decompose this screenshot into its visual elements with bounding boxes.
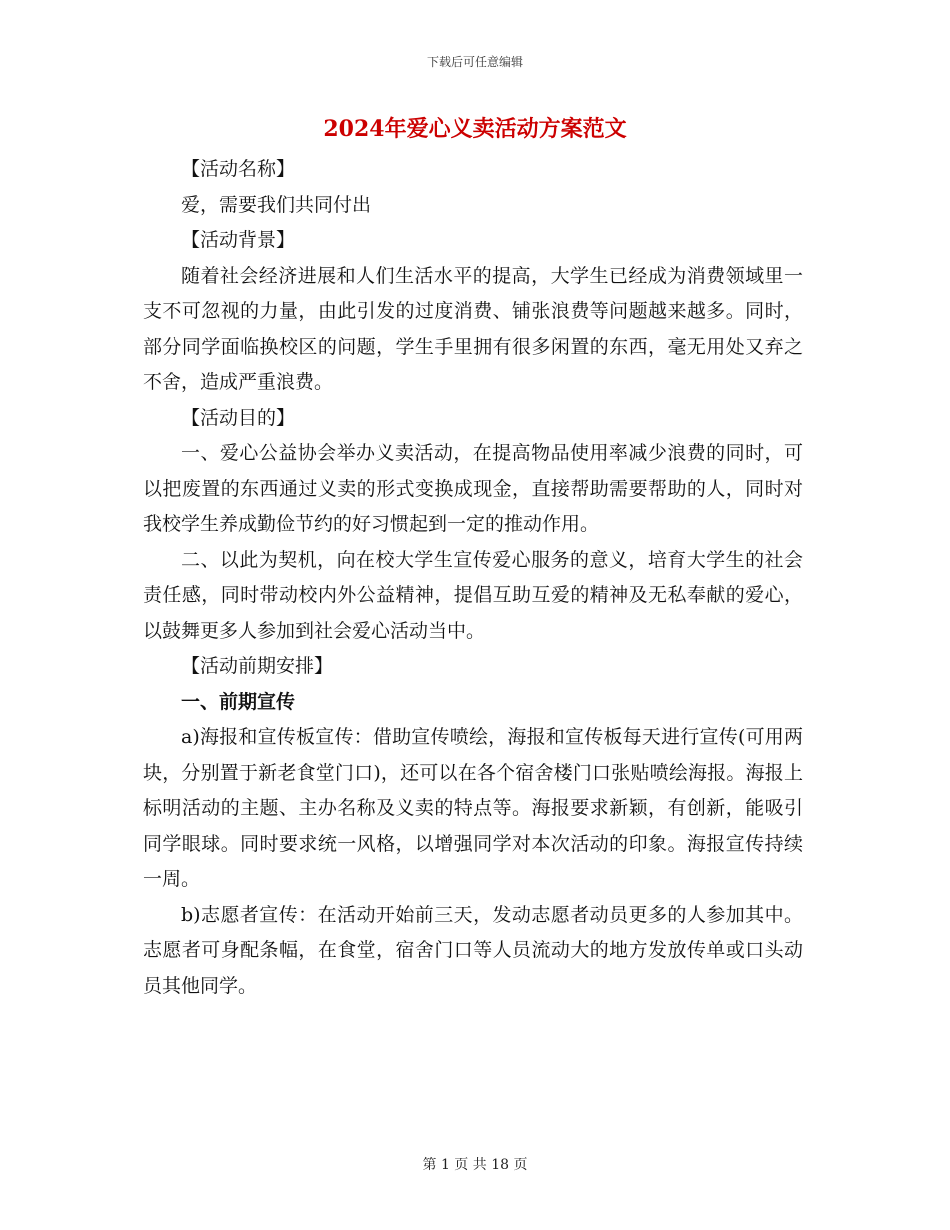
background-paragraph: 随着社会经济进展和人们生活水平的提高，大学生已经成为消费领域里一支不可忽视的力量，由此引发的过度消费、铺张浪费等问题越来越多。同时，部分同学面临换校区的问题，学生手里拥有很多闲置的东西，毫无用处又弃之不舍，造成严重浪费。: [143, 264, 803, 393]
document-body: [143, 152, 803, 1004]
document-title: 2024年爱心义卖活动方案范文: [323, 116, 627, 142]
purpose-paragraph-1: 一、爱心公益协会举办义卖活动，在提高物品使用率减少浪费的同时，可以把废置的东西通过义卖的形式变换成现金，直接帮助需要帮助的人，同时对我校学生养成勤俭节约的好习惯起到一定的推动作用。: [143, 442, 803, 535]
page-header: 下载后可任意编辑: [426, 55, 523, 69]
publicity-paragraph-a: a)海报和宣传板宣传：借助宣传喷绘，海报和宣传板每天进行宣传(可用两块，分别置于新老食堂门口)，还可以在各个宿舍楼门口张贴喷绘海报。海报上标明活动的主题、主办名称及义卖的特点等。海报要求新颖，有创新，能吸引同学眼球。同时要求统一风格，以增强同学对本次活动的印象。海报宣传持续一周。: [143, 726, 803, 890]
section-heading-preparation: 【活动前期安排】: [181, 655, 334, 677]
purpose-paragraph-2: 二、以此为契机，向在校大学生宣传爱心服务的意义，培育大学生的社会责任感，同时带动校内外公益精神，提倡互助互爱的精神及无私奉献的爱心，以鼓舞更多人参加到社会爱心活动当中。: [143, 548, 803, 642]
page-footer: 第 1 页 共 18 页: [422, 1157, 528, 1173]
section-heading-activity-name: 【活动名称】: [181, 158, 296, 180]
subheading-publicity: 一、前期宣传: [181, 690, 296, 713]
section-heading-background: 【活动背景】: [181, 229, 296, 251]
publicity-paragraph-b: b)志愿者宣传：在活动开始前三天，发动志愿者动员更多的人参加其中。志愿者可身配条幅，在食堂，宿舍门口等人员流动大的地方发放传单或口头动员其他同学。: [143, 903, 803, 997]
section-heading-purpose: 【活动目的】: [181, 406, 296, 429]
activity-name-text: 爱，需要我们共同付出: [181, 193, 372, 216]
